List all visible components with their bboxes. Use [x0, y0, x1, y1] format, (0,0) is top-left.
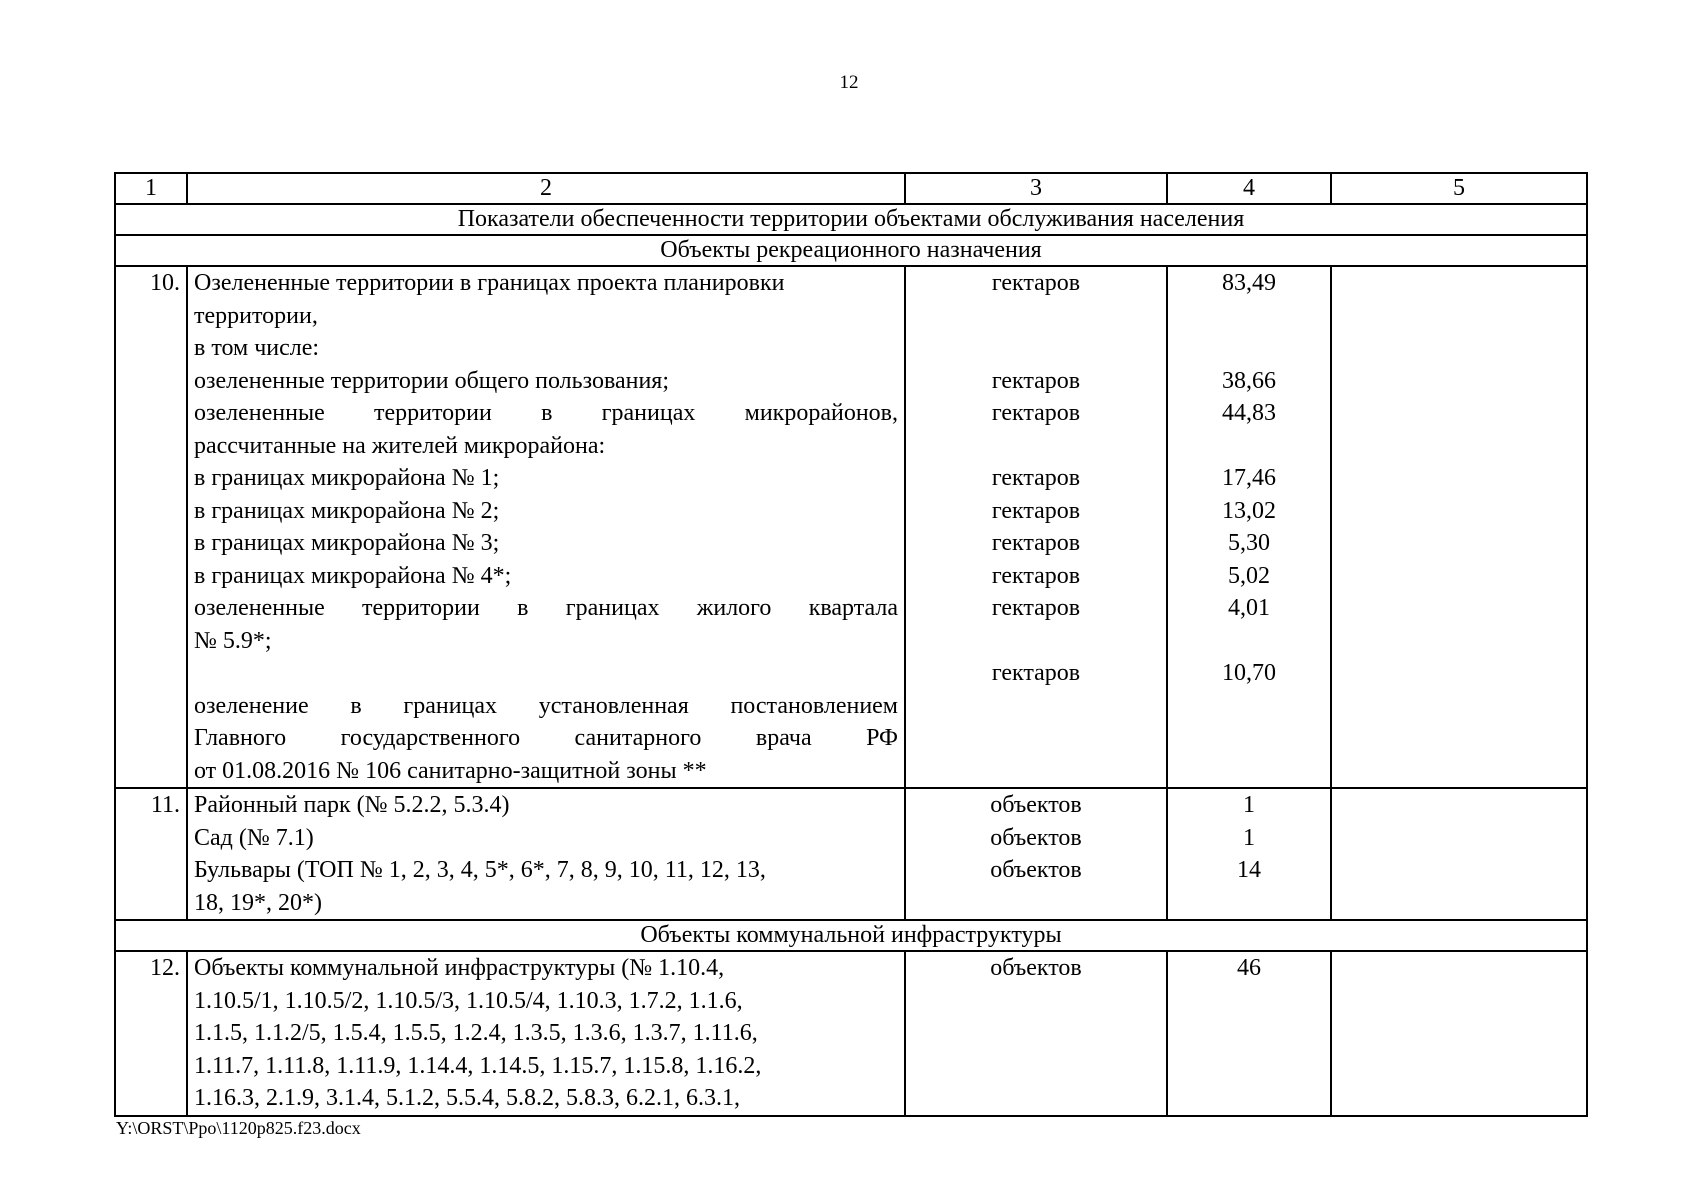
description-line: Районный парк (№ 5.2.2, 5.3.4)	[194, 792, 510, 818]
unit-line	[912, 625, 1160, 658]
column-number: 2	[187, 173, 905, 204]
value-line: 38,66	[1222, 367, 1276, 394]
item-value	[1167, 788, 1331, 920]
value-line	[1174, 887, 1324, 920]
description-line: 1.16.3, 2.1.9, 3.1.4, 5.1.2, 5.5.4, 5.8.2, 5.8.3, 6.2.1, 6.3.1,	[194, 1085, 740, 1111]
value-line: 17,46	[1222, 465, 1276, 491]
unit-line	[912, 430, 1160, 463]
section-header-row	[115, 204, 1587, 235]
unit-line: гектаров	[991, 270, 1081, 296]
table-row	[115, 266, 1587, 788]
value-line	[1174, 430, 1324, 463]
table-row	[115, 788, 1587, 920]
unit-line: гектаров	[991, 367, 1081, 394]
column-number: 5	[1331, 173, 1587, 204]
value-line	[1174, 1082, 1324, 1115]
value-line: 14	[1237, 857, 1261, 883]
item-description	[187, 788, 905, 920]
value-line: 5,02	[1228, 562, 1270, 589]
row-number: 12.	[115, 951, 187, 1116]
description-line: озелененные территории общего пользования;	[194, 367, 670, 394]
unit-line: гектаров	[991, 562, 1081, 589]
value-line	[1174, 690, 1324, 723]
description-line: Озелененные территории в границах проекта планировки	[194, 270, 785, 296]
column-number-row	[115, 173, 1587, 204]
description-line: в границах микрорайона № 4*;	[194, 562, 512, 589]
column-number: 3	[905, 173, 1167, 204]
description-line: Объекты коммунальной инфраструктуры (№ 1.10.4,	[194, 955, 725, 981]
unit-line	[912, 332, 1160, 365]
description-line	[194, 657, 898, 690]
value-line	[1174, 985, 1324, 1018]
unit-line	[912, 722, 1160, 755]
unit-line	[912, 1082, 1160, 1115]
value-line: 44,83	[1222, 400, 1276, 426]
unit-line: объектов	[990, 857, 1082, 883]
description-line: озелененные территории в границах микрорайонов,	[194, 400, 898, 426]
unit-line: объектов	[990, 824, 1082, 851]
item-value	[1167, 266, 1331, 788]
description-line: от 01.08.2016 № 106 санитарно-защитной зоны **	[194, 757, 707, 784]
item-unit	[905, 266, 1167, 788]
item-note	[1331, 266, 1587, 788]
description-line: Главного государственного санитарного врача РФ	[194, 725, 898, 751]
description-line: в границах микрорайона № 2;	[194, 497, 500, 524]
description-line: 1.10.5/1, 1.10.5/2, 1.10.5/3, 1.10.5/4, 1.10.3, 1.7.2, 1.1.6,	[194, 987, 743, 1014]
section-header-row	[115, 235, 1587, 266]
section-title: Объекты коммунальной инфраструктуры	[115, 920, 1587, 951]
section-title: Показатели обеспеченности территории объектами обслуживания населения	[115, 204, 1587, 235]
value-line: 10,70	[1222, 660, 1276, 686]
unit-line: гектаров	[991, 400, 1081, 426]
value-line	[1174, 1050, 1324, 1083]
description-line: озелененные территории в границах жилого квартала	[194, 595, 898, 621]
value-line	[1174, 722, 1324, 755]
item-note	[1331, 788, 1587, 920]
row-number: 11.	[115, 788, 187, 920]
value-line: 83,49	[1222, 270, 1276, 296]
value-line: 1	[1243, 792, 1255, 818]
description-line: Сад (№ 7.1)	[194, 824, 314, 851]
unit-line: гектаров	[991, 530, 1081, 556]
unit-line	[912, 690, 1160, 723]
value-line	[1174, 625, 1324, 658]
value-line	[1174, 332, 1324, 365]
table-row	[115, 951, 1587, 1116]
value-line: 5,30	[1228, 530, 1270, 556]
section-header-row	[115, 920, 1587, 951]
item-value	[1167, 951, 1331, 1116]
unit-line	[912, 755, 1160, 788]
value-line: 46	[1237, 955, 1261, 981]
section-title: Объекты рекреационного назначения	[115, 235, 1587, 266]
unit-line	[912, 887, 1160, 920]
description-line: № 5.9*;	[194, 627, 272, 654]
description-line: территории,	[194, 302, 318, 329]
value-line	[1174, 300, 1324, 333]
value-line: 1	[1243, 824, 1255, 851]
unit-line: объектов	[990, 792, 1082, 818]
value-line	[1174, 755, 1324, 788]
page-number: 12	[839, 72, 859, 93]
value-line: 4,01	[1228, 595, 1270, 621]
description-line: 1.1.5, 1.1.2/5, 1.5.4, 1.5.5, 1.2.4, 1.3.5, 1.3.6, 1.3.7, 1.11.6,	[194, 1020, 758, 1046]
unit-line: гектаров	[991, 660, 1081, 686]
description-line: в том числе:	[194, 335, 320, 361]
unit-line: гектаров	[991, 465, 1081, 491]
unit-line: гектаров	[991, 497, 1081, 524]
row-number: 10.	[115, 266, 187, 788]
description-line: 18, 19*, 20*)	[194, 889, 322, 916]
indicators-table	[114, 172, 1588, 1117]
description-line: в границах микрорайона № 1;	[194, 465, 500, 491]
description-line: озеленение в границах установленная постановлением	[194, 692, 898, 719]
unit-line	[912, 1017, 1160, 1050]
value-line	[1174, 1017, 1324, 1050]
item-unit	[905, 788, 1167, 920]
column-number: 1	[115, 173, 187, 204]
unit-line	[912, 1050, 1160, 1083]
description-line: в границах микрорайона № 3;	[194, 530, 500, 556]
description-line: 1.11.7, 1.11.8, 1.11.9, 1.14.4, 1.14.5, 1.15.7, 1.15.8, 1.16.2,	[194, 1052, 762, 1079]
unit-line	[912, 985, 1160, 1018]
file-path-footer: Y:\ORST\Ppo\1120p825.f23.docx	[116, 1118, 361, 1138]
unit-line: объектов	[990, 955, 1082, 981]
description-line: рассчитанные на жителей микрорайона:	[194, 432, 606, 459]
unit-line: гектаров	[991, 595, 1081, 621]
description-line: Бульвары (ТОП № 1, 2, 3, 4, 5*, 6*, 7, 8, 9, 10, 11, 12, 13,	[194, 857, 766, 883]
item-description	[187, 951, 905, 1116]
column-number: 4	[1167, 173, 1331, 204]
item-note	[1331, 951, 1587, 1116]
item-description	[187, 266, 905, 788]
value-line: 13,02	[1222, 497, 1276, 524]
unit-line	[912, 300, 1160, 333]
item-unit	[905, 951, 1167, 1116]
